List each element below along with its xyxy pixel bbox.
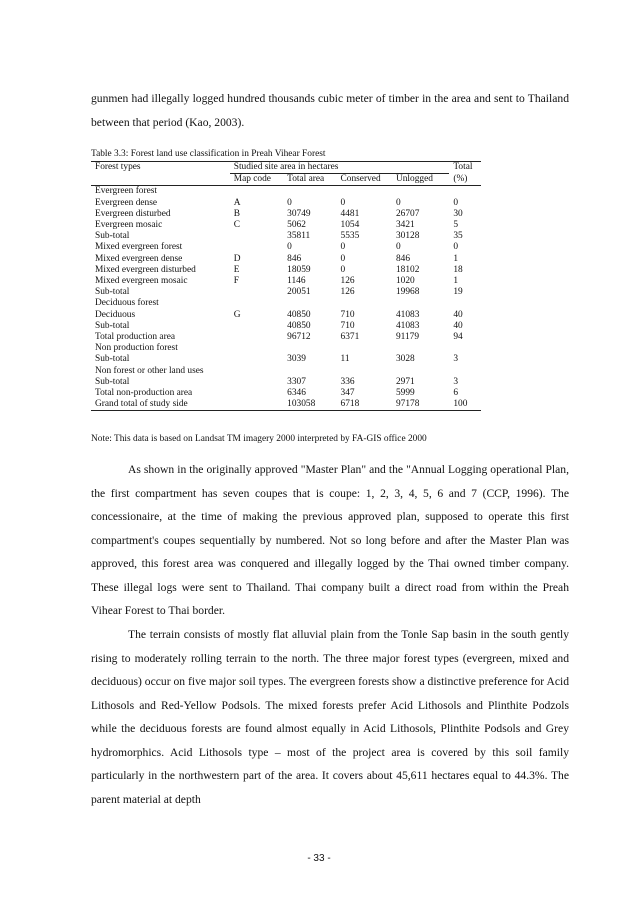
cell-map-code [230, 287, 283, 298]
cell-map-code: B [233, 208, 240, 219]
cell-unlogged: 0 [395, 242, 401, 253]
cell-conserved: 710 [340, 320, 355, 331]
cell-conserved: 5535 [340, 231, 360, 242]
cell-percent: 0 [453, 197, 459, 208]
cell-forest-type: Total non-production area [95, 388, 193, 399]
cell-conserved: 0 [340, 242, 346, 253]
cell-percent: 1 [453, 276, 459, 287]
cell-conserved: 0 [340, 253, 346, 264]
header-forest-types: Forest types [91, 162, 230, 174]
header-total-area: Total area [283, 174, 336, 186]
cell-total-area: 3307 [287, 376, 306, 387]
cell-forest-type: Non forest or other land uses [95, 365, 204, 376]
table-row [91, 231, 481, 242]
cell-percent: 5 [453, 220, 459, 231]
cell-map-code: F [233, 276, 239, 287]
cell-forest-type: Evergreen forest [95, 186, 158, 197]
cell-unlogged: 0 [395, 197, 401, 208]
table-row [91, 265, 481, 276]
cell-unlogged: 26707 [395, 208, 420, 219]
cell-total-area: 18059 [287, 264, 311, 275]
header-percent: (%) [449, 174, 481, 186]
cell-unlogged [392, 298, 445, 309]
terrain-paragraph: The terrain consists of mostly flat alluvial plain from the Tonle Sap basin in the south gently rising to moderately rolling terrain to the north. The three major forest types (evergreen, mixed and deciduous) occur on five major soil types. The evergreen forests show a distinctive preference for Acid Lithosols and Red-Yellow Podsols. The mixed forests prefer Acid Lithosols and Plinthite Podzols while the deciduous forests are found almost equally in Acid Lithosols, Plinthite Podsols and Grey hydromorphics. Acid Lithosols type – most of the project area is covered by this soil family particularly in the northwestern part of the area. It covers about 45,611 hectares equal to 44.3%. The parent material at depth [91, 628, 569, 806]
intro-paragraph: gunmen had illegally logged hundred thousands cubic meter of timber in the area and sent to Thailand between that period (Kao, 2003). [91, 92, 569, 129]
cell-forest-type: Mixed evergreen disturbed [95, 264, 196, 275]
table-row [91, 399, 481, 411]
cell-unlogged: 91179 [395, 332, 420, 343]
cell-conserved [337, 366, 392, 377]
cell-total-area: 3039 [287, 354, 306, 365]
cell-conserved [337, 298, 392, 309]
cell-conserved: 126 [340, 287, 355, 298]
cell-conserved: 347 [340, 388, 355, 399]
cell-total-area: 40850 [287, 320, 311, 331]
cell-map-code: D [233, 253, 241, 264]
cell-forest-type: Grand total of study side [91, 399, 230, 411]
forest-land-use-table [91, 161, 481, 411]
cell-percent: 94 [453, 332, 463, 343]
cell-total-area: 0 [287, 242, 292, 253]
cell-forest-type: Sub-total [95, 320, 130, 331]
cell-unlogged: 41083 [395, 320, 420, 331]
cell-total-area: 96712 [287, 332, 311, 343]
cell-forest-type: Mixed evergreen mosaic [95, 276, 188, 287]
cell-conserved: 4481 [340, 208, 360, 219]
table-row [91, 354, 481, 365]
cell-map-code [230, 242, 283, 253]
cell-forest-type: Sub-total [95, 231, 130, 242]
table-row [91, 242, 481, 253]
cell-unlogged: 18102 [395, 264, 420, 275]
cell-unlogged: 5999 [395, 388, 415, 399]
cell-total-area: 0 [287, 197, 292, 208]
master-plan-paragraph: As shown in the originally approved "Master Plan" and the "Annual Logging operational Plan, the first compartment has seven coupes that is coupe: 1, 2, 3, 4, 5, 6 and 7 (CCP, 1996). The concessionaire, at the time of making the previous approved plan, supposed to operate this first compartment's coupes sequentially by numbered. Not so long before and after the Master Plan was approved, this forest area was conquered and illegally logged by the Thai owned timber company. These illegal logs were sent to Thailand. Thai company built a direct road from within the Preah Vihear Forest to Thai border. [91, 463, 569, 617]
cell-map-code [230, 354, 283, 365]
cell-percent: 3 [453, 376, 459, 387]
cell-total-area [283, 343, 336, 354]
table-row [91, 186, 481, 198]
table-row [91, 388, 481, 399]
header-total: Total [449, 162, 481, 174]
cell-forest-type: Mixed evergreen forest [95, 242, 183, 253]
cell-conserved [337, 186, 392, 198]
cell-conserved: 336 [340, 376, 355, 387]
cell-conserved: 126 [340, 276, 355, 287]
table-row [91, 343, 481, 354]
cell-forest-type: Total production area [95, 332, 176, 343]
header-unlogged: Unlogged [392, 174, 445, 186]
table-row [91, 332, 481, 343]
cell-total-area: 6346 [287, 388, 306, 399]
cell-percent: 0 [453, 242, 459, 253]
cell-forest-type: Evergreen dense [95, 197, 158, 208]
cell-map-code: G [233, 309, 241, 320]
cell-map-code [230, 231, 283, 242]
cell-total-area: 20051 [287, 287, 311, 298]
cell-percent: 30 [453, 208, 463, 219]
cell-forest-type: Deciduous forest [95, 298, 159, 309]
cell-total-area: 30749 [287, 208, 311, 219]
cell-conserved [337, 343, 392, 354]
header-map-code: Map code [230, 174, 283, 186]
cell-map-code: C [233, 220, 240, 231]
cell-unlogged: 1020 [395, 276, 415, 287]
cell-map-code [230, 377, 283, 388]
header-blank [91, 174, 230, 186]
cell-unlogged: 3028 [395, 354, 415, 365]
table-caption: Table 3.3: Forest land use classification in Preah Vihear Forest [91, 149, 326, 159]
cell-conserved: 710 [340, 309, 355, 320]
cell-map-code [230, 366, 283, 377]
cell-percent: 40 [453, 309, 463, 320]
cell-percent [449, 343, 481, 354]
header-studied-area: Studied site area in hectares [230, 162, 446, 174]
header-conserved: Conserved [337, 174, 392, 186]
cell-percent: 100 [449, 399, 481, 411]
cell-conserved: 0 [340, 197, 346, 208]
table-row [91, 276, 481, 287]
cell-unlogged: 30128 [395, 231, 420, 242]
cell-forest-type: Sub-total [95, 287, 130, 298]
table-row [91, 310, 481, 321]
cell-conserved: 11 [340, 354, 350, 365]
cell-unlogged: 3421 [395, 220, 415, 231]
cell-percent [449, 366, 481, 377]
cell-unlogged: 2971 [395, 376, 415, 387]
cell-unlogged [392, 366, 445, 377]
cell-percent: 6 [453, 388, 459, 399]
cell-percent [449, 298, 481, 309]
table-row [91, 298, 481, 309]
cell-percent: 18 [453, 264, 463, 275]
cell-unlogged: 97178 [392, 399, 445, 411]
cell-total-area [283, 186, 336, 198]
cell-percent: 40 [453, 320, 463, 331]
cell-forest-type: Evergreen mosaic [95, 220, 163, 231]
cell-percent [449, 186, 481, 198]
cell-unlogged: 19968 [395, 287, 420, 298]
cell-unlogged [392, 343, 445, 354]
cell-total-area [283, 298, 336, 309]
table-row [91, 220, 481, 231]
cell-total-area: 1146 [287, 276, 306, 287]
cell-map-code [230, 399, 283, 411]
cell-map-code: E [233, 264, 240, 275]
cell-map-code: A [233, 197, 241, 208]
cell-conserved: 1054 [340, 220, 360, 231]
cell-total-area: 846 [287, 253, 302, 264]
table-row [91, 377, 481, 388]
cell-forest-type: Evergreen disturbed [95, 208, 171, 219]
cell-conserved: 6371 [340, 332, 360, 343]
table-note: Note: This data is based on Landsat TM imagery 2000 interpreted by FA-GIS office 2000 [91, 434, 427, 444]
table-row [91, 209, 481, 220]
cell-total-area: 5062 [287, 220, 306, 231]
cell-percent: 35 [453, 231, 463, 242]
table-row [91, 254, 481, 265]
table-row [91, 366, 481, 377]
cell-map-code [230, 321, 283, 332]
cell-forest-type: Non production forest [95, 343, 178, 354]
cell-total-area: 103058 [283, 399, 336, 411]
cell-map-code [230, 343, 283, 354]
cell-forest-type: Deciduous [95, 309, 136, 320]
table-header-row-2 [91, 174, 481, 186]
cell-forest-type: Mixed evergreen dense [95, 253, 183, 264]
cell-unlogged [392, 186, 445, 198]
cell-conserved: 6718 [337, 399, 392, 411]
cell-forest-type: Sub-total [95, 354, 130, 365]
table-header-row-1 [91, 162, 481, 174]
cell-total-area [283, 366, 336, 377]
cell-percent: 3 [453, 354, 459, 365]
table-row [91, 198, 481, 209]
cell-unlogged: 846 [395, 253, 411, 264]
cell-map-code [230, 332, 283, 343]
cell-forest-type: Sub-total [95, 376, 130, 387]
table-row [91, 287, 481, 298]
page-number: - 33 - [307, 853, 331, 864]
cell-conserved: 0 [340, 264, 346, 275]
cell-percent: 19 [453, 287, 463, 298]
cell-map-code [230, 298, 283, 309]
cell-percent: 1 [453, 253, 459, 264]
table-row [91, 321, 481, 332]
cell-total-area: 35811 [287, 231, 311, 242]
cell-map-code [230, 388, 283, 399]
cell-map-code [230, 186, 283, 198]
cell-total-area: 40850 [287, 309, 311, 320]
cell-unlogged: 41083 [395, 309, 420, 320]
